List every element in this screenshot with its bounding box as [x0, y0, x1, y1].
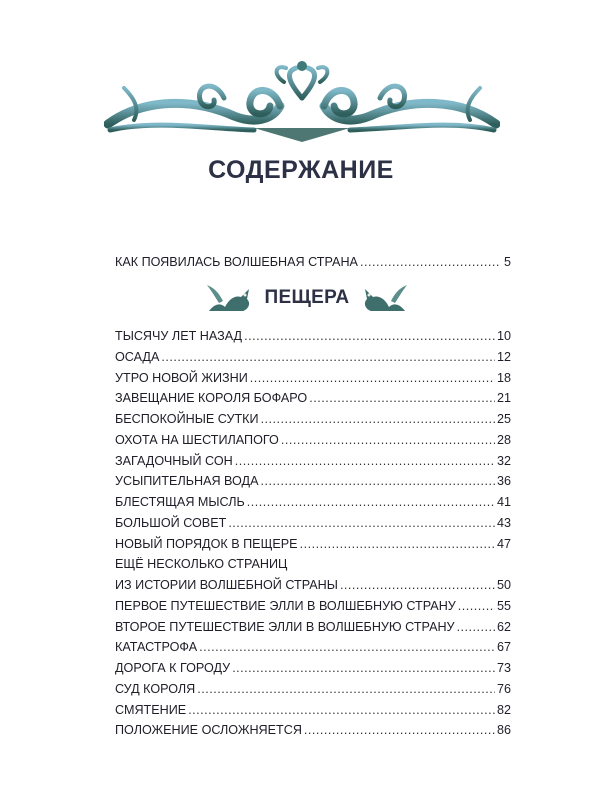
toc-leader: [457, 619, 495, 635]
toc-entry-title: УТРО НОВОЙ ЖИЗНИ: [115, 370, 248, 385]
toc-entry-title: ЗАВЕЩАНИЕ КОРОЛЯ БОФАРО: [115, 391, 308, 406]
toc-entry[interactable]: [115, 598, 511, 614]
dragon-icon: [361, 281, 409, 315]
toc-leader: [458, 598, 495, 614]
toc-entry-page: 32: [496, 453, 511, 468]
toc-leader: [261, 473, 495, 489]
toc-entry-page: 21: [496, 391, 511, 406]
toc-entry-title: КАТАСТРОФА: [115, 640, 198, 655]
toc-entry[interactable]: [115, 494, 511, 510]
toc-entry-title: ПОЛОЖЕНИЕ ОСЛОЖНЯЕТСЯ: [115, 723, 302, 738]
toc-entry-title: ЕЩЁ НЕСКОЛЬКО СТРАНИЦ: [115, 557, 288, 572]
toc-leader: [235, 453, 495, 469]
toc-entry[interactable]: [115, 411, 511, 427]
toc-entry[interactable]: [115, 536, 511, 552]
toc-leader: [188, 702, 495, 718]
toc-leader: [161, 349, 495, 365]
toc-entry-title: ОХОТА НА ШЕСТИЛАПОГО: [115, 432, 279, 447]
toc-entry-page: 50: [496, 578, 511, 592]
toc-entry-page: 10: [496, 329, 511, 343]
header-ornament: [104, 58, 500, 144]
toc-entry-page: 73: [496, 661, 511, 675]
toc-entry-page: 43: [496, 515, 511, 530]
toc-entry-title: НОВЫЙ ПОРЯДОК В ПЕЩЕРЕ: [115, 536, 298, 551]
toc-entry-title: БЕСПОКОЙНЫЕ СУТКИ: [115, 412, 259, 426]
toc-entry-title: ПЕРВОЕ ПУТЕШЕСТВИЕ ЭЛЛИ В ВОЛШЕБНУЮ СТРАНУ: [115, 598, 456, 613]
toc-entry-page: 25: [496, 412, 511, 426]
toc-entry[interactable]: [115, 254, 511, 270]
dragon-icon: [205, 281, 253, 315]
toc-entry-title: СУД КОРОЛЯ: [115, 681, 196, 696]
toc-leader: [261, 411, 495, 427]
toc-entry-page: 76: [496, 681, 511, 696]
toc-entry-page: 86: [496, 723, 511, 738]
toc-leader: [197, 681, 495, 697]
toc-leader: [300, 536, 495, 552]
toc-entry-title: ВТОРОЕ ПУТЕШЕСТВИЕ ЭЛЛИ В ВОЛШЕБНУЮ СТРАНУ: [115, 619, 455, 634]
toc-leader: [247, 494, 495, 510]
toc-leader: [228, 515, 495, 531]
toc-leader: [309, 390, 495, 406]
toc-leader: [199, 639, 495, 655]
toc-entry-page: 41: [496, 495, 511, 509]
toc-entry[interactable]: [115, 473, 511, 489]
toc-entry[interactable]: [115, 349, 511, 365]
toc-leader: [304, 722, 495, 738]
toc-entry[interactable]: [115, 370, 511, 386]
toc-entry[interactable]: [115, 390, 511, 406]
toc-entry[interactable]: [115, 577, 511, 593]
page-title: СОДЕРЖАНИЕ: [208, 156, 394, 184]
toc-entry[interactable]: [115, 619, 511, 635]
toc-leader: [340, 577, 495, 593]
toc-entry-page: 67: [496, 640, 511, 655]
toc-entry[interactable]: [115, 722, 511, 738]
toc-entry[interactable]: [115, 660, 511, 676]
toc-leader: [250, 370, 495, 386]
toc-entry[interactable]: [115, 328, 511, 344]
toc-entry-title: ТЫСЯЧУ ЛЕТ НАЗАД: [115, 329, 243, 343]
toc-entry-title: СМЯТЕНИЕ: [115, 702, 187, 717]
toc-leader: [232, 660, 495, 676]
toc-leader: [281, 432, 495, 448]
toc-entry-page: 47: [496, 536, 511, 551]
toc-entry-page: 12: [496, 349, 511, 364]
toc-entry-title: БОЛЬШОЙ СОВЕТ: [115, 515, 227, 530]
toc-leader: [360, 254, 501, 270]
toc-entry-title: ДОРОГА К ГОРОДУ: [115, 661, 231, 675]
toc-entry-page: 5: [503, 255, 511, 269]
toc-entry-title: УСЫПИТЕЛЬНАЯ ВОДА: [115, 474, 259, 489]
toc-entry-title: БЛЕСТЯЩАЯ МЫСЛЬ: [115, 495, 245, 509]
toc-entry-page: 28: [496, 432, 511, 447]
toc-entry[interactable]: [115, 556, 511, 572]
toc-entry[interactable]: [115, 432, 511, 448]
toc-entry[interactable]: [115, 515, 511, 531]
toc-entry-page: 82: [496, 702, 511, 717]
toc-entry-page: 36: [496, 474, 511, 489]
toc-entry[interactable]: [115, 681, 511, 697]
toc-entry[interactable]: [115, 639, 511, 655]
toc-entry-title: ИЗ ИСТОРИИ ВОЛШЕБНОЙ СТРАНЫ: [115, 578, 338, 592]
section-header: [205, 280, 409, 316]
toc-entry[interactable]: [115, 702, 511, 718]
toc-leader: [244, 328, 495, 344]
toc-entry-page: 55: [496, 598, 511, 613]
toc-entry-page: 18: [496, 370, 511, 385]
toc-entry-title: КАК ПОЯВИЛАСЬ ВОЛШЕБНАЯ СТРАНА: [115, 255, 358, 269]
toc-entry-title: ОСАДА: [115, 349, 160, 364]
section-title: ПЕЩЕРА: [264, 287, 350, 308]
toc-entry-title: ЗАГАДОЧНЫЙ СОН: [115, 453, 233, 468]
toc-entry[interactable]: [115, 453, 511, 469]
toc-entry-page: 62: [496, 619, 511, 634]
